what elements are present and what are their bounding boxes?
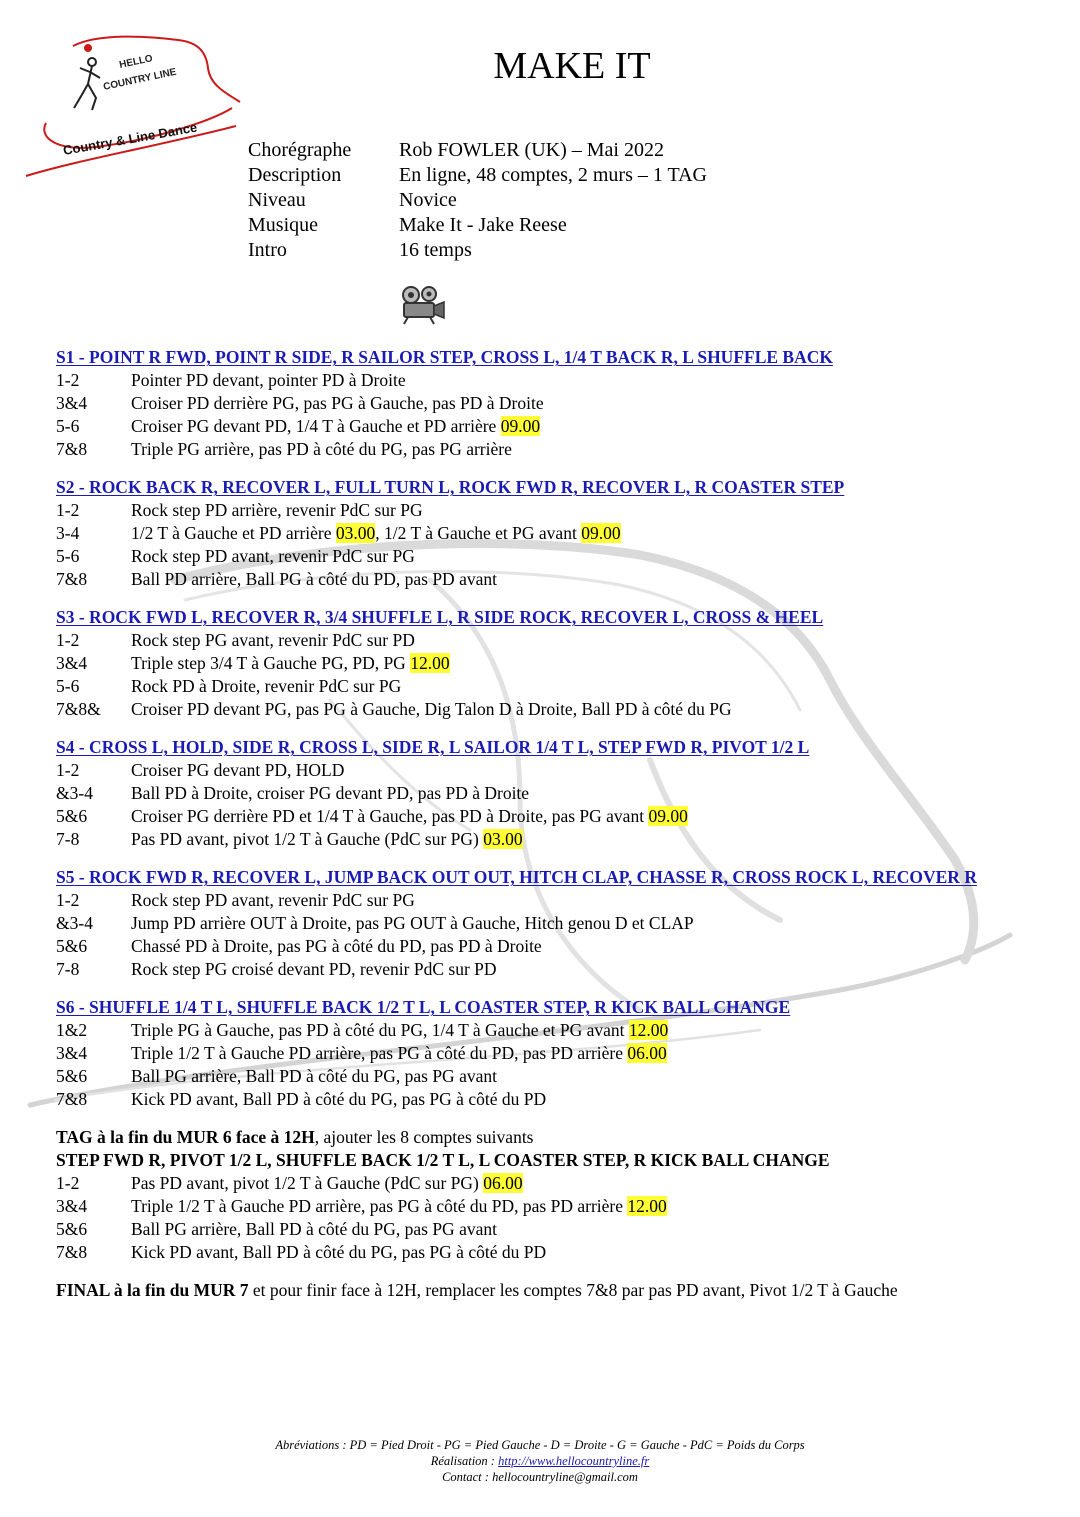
step-row — [56, 1088, 1046, 1111]
step-count: 1-2 — [56, 760, 80, 780]
final-note — [56, 1279, 1046, 1302]
section-title-link[interactable]: S1 - POINT R FWD, POINT R SIDE, R SAILOR STEP, CROSS L, 1/4 T BACK R, L SHUFFLE BACK — [56, 347, 833, 367]
footer — [0, 1437, 1080, 1485]
step-count: 7-8 — [56, 829, 80, 849]
step-text: Ball PD arrière, Ball PG à côté du PD, pas PD avant — [131, 569, 497, 589]
step-row — [56, 958, 1046, 981]
section-5 — [56, 866, 1046, 981]
info-label: Chorégraphe — [248, 139, 352, 161]
step-text: Ball PG arrière, Ball PD à côté du PG, pas PG avant — [131, 1066, 497, 1086]
step-count: 5&6 — [56, 1219, 88, 1239]
info-value: En ligne, 48 comptes, 2 murs – 1 TAG — [399, 164, 707, 186]
step-row — [56, 805, 1046, 828]
step-row — [56, 499, 1046, 522]
step-count: 7&8 — [56, 1242, 88, 1262]
step-description — [131, 1195, 667, 1218]
step-description — [131, 698, 732, 721]
step-description — [131, 1019, 668, 1042]
step-text: Pas PD avant, pivot 1/2 T à Gauche (PdC sur PG) — [131, 1173, 484, 1193]
step-row — [56, 629, 1046, 652]
step-count: 1-2 — [56, 500, 80, 520]
realisation-label: Réalisation : — [430, 1454, 499, 1468]
step-count: 1-2 — [56, 1173, 80, 1193]
step-description — [131, 1241, 546, 1264]
tag-intro-bold: TAG à la fin du MUR 6 face à 12H — [56, 1127, 315, 1147]
step-text: Triple step 3/4 T à Gauche PG, PD, PG — [131, 653, 411, 673]
step-count: 5-6 — [56, 676, 80, 696]
step-description — [131, 545, 415, 568]
wall-direction-badge: 03.00 — [335, 523, 376, 543]
wall-direction-badge: 09.00 — [581, 523, 621, 543]
step-text: Pas PD avant, pivot 1/2 T à Gauche (PdC sur PG) — [131, 829, 484, 849]
info-label: Description — [248, 164, 342, 186]
step-row — [56, 912, 1046, 935]
section-1 — [56, 346, 1046, 461]
step-row — [56, 935, 1046, 958]
info-row — [248, 163, 707, 188]
section-title-link[interactable]: S3 - ROCK FWD L, RECOVER R, 3/4 SHUFFLE L, R SIDE ROCK, RECOVER L, CROSS & HEEL — [56, 607, 824, 627]
step-description — [131, 759, 344, 782]
step-description — [131, 568, 497, 591]
step-row — [56, 1019, 1046, 1042]
step-description — [131, 499, 423, 522]
step-text: Kick PD avant, Ball PD à côté du PG, pas PG à côté du PD — [131, 1242, 547, 1262]
step-text: 1/2 T à Gauche et PD arrière — [131, 523, 336, 543]
step-row — [56, 1218, 1046, 1241]
tag-title: STEP FWD R, PIVOT 1/2 L, SHUFFLE BACK 1/2 T L, L COASTER STEP, R KICK BALL CHANGE — [56, 1150, 830, 1170]
contact-line: Contact : hellocountryline@gmail.com — [442, 1470, 638, 1484]
step-description — [131, 1172, 523, 1195]
step-row — [56, 1195, 1046, 1218]
step-count: 7&8& — [56, 699, 101, 719]
step-description — [131, 1065, 497, 1088]
section-6 — [56, 996, 1046, 1111]
final-bold: FINAL à la fin du MUR 7 — [56, 1280, 249, 1300]
wall-direction-badge: 06.00 — [483, 1173, 523, 1193]
step-row — [56, 782, 1046, 805]
step-row — [56, 1042, 1046, 1065]
wall-direction-badge: 12.00 — [628, 1020, 669, 1040]
step-row — [56, 568, 1046, 591]
step-text: Croiser PD devant PG, pas PG à Gauche, Dig Talon D à Droite, Ball PD à côté du PG — [131, 699, 732, 719]
step-count: &3-4 — [56, 913, 93, 933]
step-description — [131, 935, 542, 958]
step-text: Rock step PD arrière, revenir PdC sur PG — [131, 500, 423, 520]
section-4 — [56, 736, 1046, 851]
step-text: Pointer PD devant, pointer PD à Droite — [131, 370, 406, 390]
logo-text-hello: HELLO — [118, 53, 154, 71]
step-row — [56, 522, 1046, 545]
step-description — [131, 1088, 546, 1111]
step-count: 3&4 — [56, 393, 88, 413]
info-row — [248, 238, 707, 263]
wall-direction-badge: 03.00 — [483, 829, 523, 849]
step-row — [56, 759, 1046, 782]
step-description — [131, 369, 406, 392]
film-projector-icon[interactable] — [398, 285, 446, 325]
info-row — [248, 188, 707, 213]
step-count: 1-2 — [56, 370, 80, 390]
step-text: Triple 1/2 T à Gauche PD arrière, pas PG à côté du PD, pas PD arrière — [131, 1043, 628, 1063]
step-text: Jump PD arrière OUT à Droite, pas PG OUT à Gauche, Hitch genou D et CLAP — [131, 913, 694, 933]
step-description — [131, 828, 523, 851]
step-count: 5&6 — [56, 806, 88, 826]
step-text: Chassé PD à Droite, pas PG à côté du PD, pas PD à Droite — [131, 936, 542, 956]
step-row — [56, 889, 1046, 912]
step-count: 3&4 — [56, 1043, 88, 1063]
info-row — [248, 138, 707, 163]
step-count: 7&8 — [56, 1089, 88, 1109]
step-description — [131, 438, 512, 461]
tag-intro — [56, 1126, 1046, 1149]
step-row — [56, 675, 1046, 698]
step-row — [56, 698, 1046, 721]
logo-text-country-line: COUNTRY LINE — [102, 66, 178, 93]
step-text: Rock step PG croisé devant PD, revenir PdC sur PD — [131, 959, 497, 979]
page-title: MAKE IT — [493, 45, 651, 87]
website-link[interactable]: http://www.hellocountryline.fr — [498, 1454, 650, 1468]
step-row — [56, 369, 1046, 392]
step-text: Croiser PG derrière PD et 1/4 T à Gauche, pas PD à Droite, pas PG avant — [131, 806, 649, 826]
section-2 — [56, 476, 1046, 591]
step-description — [131, 675, 401, 698]
info-label: Musique — [248, 214, 318, 236]
step-row — [56, 828, 1046, 851]
step-description — [131, 1042, 667, 1065]
step-description — [131, 912, 694, 935]
step-description — [131, 652, 450, 675]
logo-text-tagline: Country & Line Dance — [61, 119, 199, 158]
section-title-link[interactable]: S5 - ROCK FWD R, RECOVER L, JUMP BACK OUT OUT, HITCH CLAP, CHASSE R, CROSS ROCK L, RECOVER R — [56, 867, 977, 887]
realisation-line — [0, 1453, 1080, 1469]
wall-direction-badge: 12.00 — [410, 653, 450, 673]
wall-direction-badge: 09.00 — [648, 806, 688, 826]
step-description — [131, 805, 688, 828]
step-description — [131, 1218, 497, 1241]
step-row — [56, 1065, 1046, 1088]
section-title-link[interactable]: S4 - CROSS L, HOLD, SIDE R, CROSS L, SIDE R, L SAILOR 1/4 T L, STEP FWD R, PIVOT 1/2 L — [56, 737, 810, 757]
step-text: Rock step PD avant, revenir PdC sur PG — [131, 890, 415, 910]
info-value: Novice — [399, 189, 457, 211]
wall-direction-badge: 12.00 — [627, 1196, 667, 1216]
section-title-link[interactable]: S6 - SHUFFLE 1/4 T L, SHUFFLE BACK 1/2 T L, L COASTER STEP, R KICK BALL CHANGE — [56, 997, 791, 1017]
step-row — [56, 1241, 1046, 1264]
step-count: 5&6 — [56, 1066, 88, 1086]
step-row — [56, 415, 1046, 438]
step-description — [131, 392, 544, 415]
info-label: Intro — [248, 239, 287, 261]
abbreviations: Abréviations : PD = Pied Droit - PG = Pied Gauche - D = Droite - G = Gauche - PdC = Poids du Corps — [275, 1438, 805, 1452]
step-count: 3-4 — [56, 523, 80, 543]
step-count: 5-6 — [56, 546, 80, 566]
step-count: 5-6 — [56, 416, 80, 436]
step-count: 1&2 — [56, 1020, 88, 1040]
section-title-link[interactable]: S2 - ROCK BACK R, RECOVER L, FULL TURN L, ROCK FWD R, RECOVER L, R COASTER STEP — [56, 477, 845, 497]
step-description — [131, 415, 540, 438]
step-count: 7&8 — [56, 569, 88, 589]
step-count: 3&4 — [56, 653, 88, 673]
wall-direction-badge: 06.00 — [627, 1043, 667, 1063]
step-text: Rock step PD avant, revenir PdC sur PG — [131, 546, 415, 566]
info-value: 16 temps — [399, 239, 472, 261]
step-row — [56, 545, 1046, 568]
step-text: Croiser PD derrière PG, pas PG à Gauche, pas PD à Droite — [131, 393, 544, 413]
step-count: &3-4 — [56, 783, 93, 803]
step-text: Triple PG à Gauche, pas PD à côté du PG, 1/4 T à Gauche et PG avant — [131, 1020, 629, 1040]
step-row — [56, 392, 1046, 415]
dance-info — [248, 138, 707, 263]
step-description — [131, 889, 415, 912]
step-text: Triple 1/2 T à Gauche PD arrière, pas PG à côté du PD, pas PD arrière — [131, 1196, 628, 1216]
step-text: Croiser PG devant PD, 1/4 T à Gauche et PD arrière — [131, 416, 501, 436]
step-count: 7-8 — [56, 959, 80, 979]
step-row — [56, 652, 1046, 675]
step-description — [131, 629, 415, 652]
section-3 — [56, 606, 1046, 721]
step-description — [131, 958, 497, 981]
info-value: Make It - Jake Reese — [399, 214, 567, 236]
step-sheet — [56, 346, 1046, 1302]
step-count: 3&4 — [56, 1196, 88, 1216]
info-label: Niveau — [248, 189, 306, 211]
wall-direction-badge: 09.00 — [500, 416, 541, 436]
tag-intro-text: , ajouter les 8 comptes suivants — [314, 1127, 534, 1147]
step-count: 1-2 — [56, 890, 80, 910]
step-description — [131, 782, 529, 805]
step-row — [56, 438, 1046, 461]
step-text: Croiser PG devant PD, HOLD — [131, 760, 345, 780]
info-value: Rob FOWLER (UK) – Mai 2022 — [399, 139, 664, 161]
step-text: Ball PG arrière, Ball PD à côté du PG, pas PG avant — [131, 1219, 497, 1239]
tag-section — [56, 1126, 1046, 1264]
step-count: 5&6 — [56, 936, 88, 956]
step-text: Triple PG arrière, pas PD à côté du PG, pas PG arrière — [131, 439, 512, 459]
step-count: 1-2 — [56, 630, 80, 650]
step-text: Rock PD à Droite, revenir PdC sur PG — [131, 676, 402, 696]
final-text: et pour finir face à 12H, remplacer les comptes 7&8 par pas PD avant, Pivot 1/2 T à Gauche — [248, 1280, 898, 1300]
info-row — [248, 213, 707, 238]
step-description — [131, 522, 621, 545]
step-text: Kick PD avant, Ball PD à côté du PG, pas PG à côté du PD — [131, 1089, 547, 1109]
step-count: 7&8 — [56, 439, 88, 459]
step-text: Rock step PG avant, revenir PdC sur PD — [131, 630, 415, 650]
step-row — [56, 1172, 1046, 1195]
step-text: , 1/2 T à Gauche et PG avant — [375, 523, 582, 543]
step-text: Ball PD à Droite, croiser PG devant PD, pas PD à Droite — [131, 783, 530, 803]
